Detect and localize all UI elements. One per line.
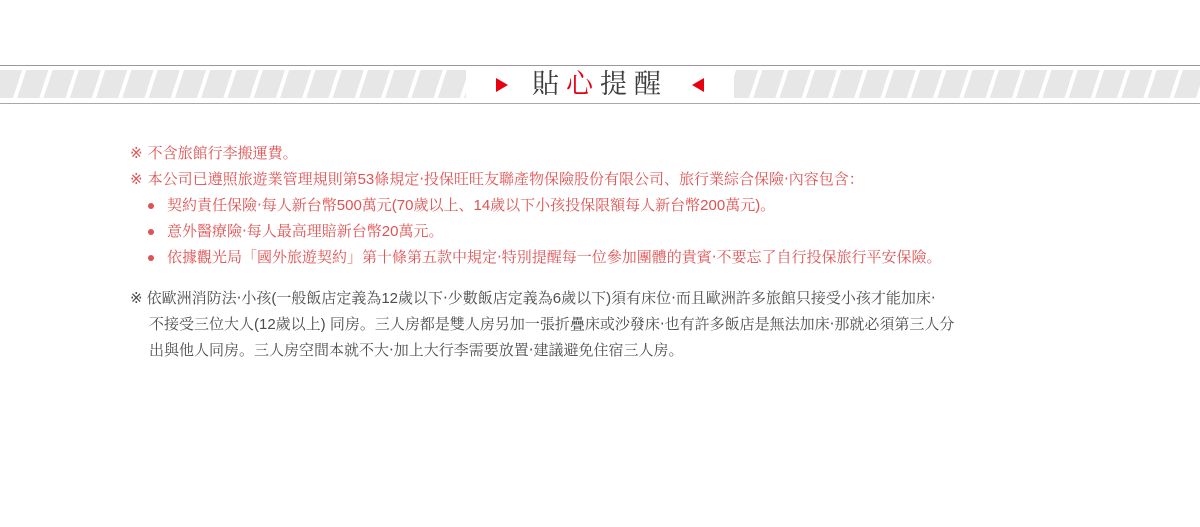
note-text: 不接受三位大人(12歲以上) 同房。三人房都是雙人房另加一張折疊床或沙發床‧也有許多飯店是無法加床‧那就必須第三人分 bbox=[149, 316, 955, 333]
note-line bbox=[130, 312, 1140, 338]
bullet-icon bbox=[148, 229, 154, 235]
europe-fire-code-note bbox=[130, 286, 1140, 364]
insurance-bullet-item bbox=[148, 193, 1140, 219]
notice-text: 不含旅館行李搬運費。 bbox=[147, 145, 298, 162]
notice-line bbox=[130, 141, 1140, 167]
insurance-bullet-item bbox=[148, 219, 1140, 245]
bullet-text: 依據觀光局「國外旅遊契約」第十條第五款中規定‧特別提醒每一位參加團體的貴賓‧不要忘了自行投保旅行平安保險。 bbox=[167, 249, 942, 266]
title-text-post: 提醒 bbox=[600, 69, 668, 99]
section-title bbox=[532, 71, 668, 98]
reminder-section bbox=[0, 65, 1200, 527]
bullet-text: 契約責任保險‧每人新台幣500萬元(70歲以上、14歲以下小孩投保限額每人新台幣200萬元)。 bbox=[167, 197, 776, 214]
note-line bbox=[130, 338, 1140, 364]
note-text: 出與他人同房。三人房空間本就不大‧加上大行李需要放置‧建議避免住宿三人房。 bbox=[149, 342, 684, 359]
reference-mark-icon: ※ bbox=[130, 145, 143, 162]
notice-content bbox=[130, 141, 1140, 364]
title-text-pre: 貼 bbox=[532, 69, 566, 99]
section-header-band bbox=[0, 65, 1200, 104]
bullet-icon bbox=[148, 203, 154, 209]
triangle-left-icon bbox=[692, 78, 704, 92]
notice-line bbox=[130, 167, 1140, 193]
title-text-accent: 心 bbox=[566, 69, 600, 99]
reference-mark-icon: ※ bbox=[130, 171, 143, 188]
note-text: 依歐洲消防法‧小孩(一般飯店定義為12歲以下‧少數飯店定義為6歲以下)須有床位‧而且歐洲許多旅館只接受小孩才能加床‧ bbox=[146, 290, 936, 307]
insurance-bullet-item bbox=[148, 245, 1140, 271]
notice-text: 本公司已遵照旅遊業管理規則第53條規定‧投保旺旺友聯產物保險股份有限公司、旅行業綜合保險‧內容包含： bbox=[147, 171, 864, 188]
reference-mark-icon: ※ bbox=[130, 290, 143, 307]
section-title-inner bbox=[466, 66, 734, 103]
bullet-icon bbox=[148, 255, 154, 261]
note-line bbox=[130, 286, 1140, 312]
bullet-text: 意外醫療險‧每人最高理賠新台幣20萬元。 bbox=[167, 223, 444, 240]
section-title-wrap bbox=[0, 66, 1200, 103]
triangle-right-icon bbox=[496, 78, 508, 92]
